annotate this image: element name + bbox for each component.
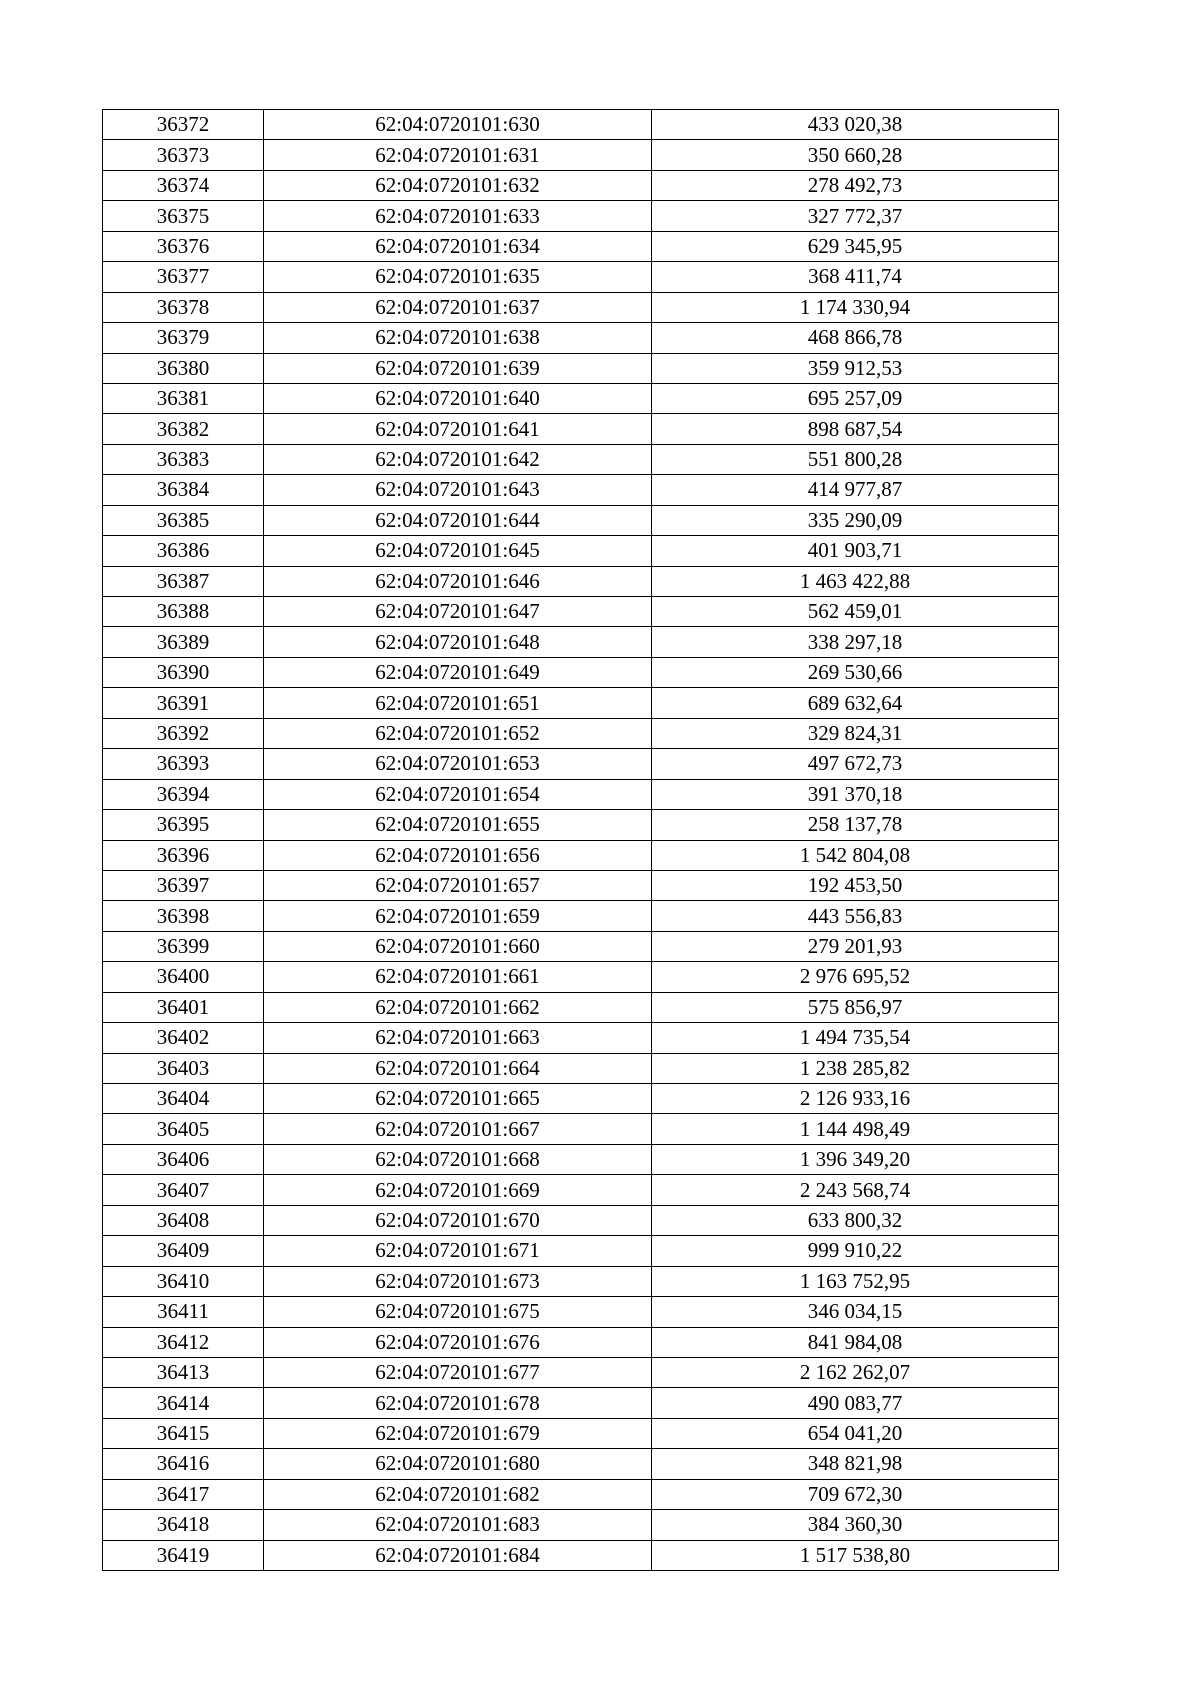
- row-number-cell: 36397: [103, 870, 264, 900]
- cadastral-number-cell: 62:04:0720101:645: [264, 536, 652, 566]
- table-row: [103, 170, 1059, 200]
- cadastral-value-cell: 2 162 262,07: [652, 1357, 1059, 1387]
- cadastral-number-cell: 62:04:0720101:638: [264, 323, 652, 353]
- row-number-cell: 36418: [103, 1510, 264, 1540]
- cadastral-value-cell: 433 020,38: [652, 110, 1059, 140]
- table-row: [103, 505, 1059, 535]
- cadastral-value-cell: 327 772,37: [652, 201, 1059, 231]
- cadastral-number-cell: 62:04:0720101:661: [264, 962, 652, 992]
- cadastral-number-cell: 62:04:0720101:633: [264, 201, 652, 231]
- cadastral-value-cell: 368 411,74: [652, 262, 1059, 292]
- table-row: [103, 292, 1059, 322]
- row-number-cell: 36419: [103, 1540, 264, 1570]
- row-number-cell: 36395: [103, 810, 264, 840]
- cadastral-number-cell: 62:04:0720101:683: [264, 1510, 652, 1540]
- row-number-cell: 36412: [103, 1327, 264, 1357]
- cadastral-number-cell: 62:04:0720101:637: [264, 292, 652, 322]
- row-number-cell: 36380: [103, 353, 264, 383]
- cadastral-number-cell: 62:04:0720101:641: [264, 414, 652, 444]
- cadastral-number-cell: 62:04:0720101:646: [264, 566, 652, 596]
- row-number-cell: 36374: [103, 170, 264, 200]
- cadastral-number-cell: 62:04:0720101:656: [264, 840, 652, 870]
- table-row: [103, 840, 1059, 870]
- row-number-cell: 36393: [103, 749, 264, 779]
- cadastral-value-cell: 359 912,53: [652, 353, 1059, 383]
- row-number-cell: 36396: [103, 840, 264, 870]
- row-number-cell: 36394: [103, 779, 264, 809]
- cadastral-value-cell: 1 163 752,95: [652, 1266, 1059, 1296]
- row-number-cell: 36410: [103, 1266, 264, 1296]
- cadastral-value-cell: 350 660,28: [652, 140, 1059, 170]
- cadastral-number-cell: 62:04:0720101:631: [264, 140, 652, 170]
- cadastral-value-cell: 562 459,01: [652, 597, 1059, 627]
- table-row: [103, 1327, 1059, 1357]
- table-row: [103, 1053, 1059, 1083]
- cadastral-value-cell: 1 517 538,80: [652, 1540, 1059, 1570]
- cadastral-value-cell: 999 910,22: [652, 1236, 1059, 1266]
- cadastral-value-cell: 1 542 804,08: [652, 840, 1059, 870]
- cadastral-value-cell: 629 345,95: [652, 231, 1059, 261]
- table-row: [103, 657, 1059, 687]
- row-number-cell: 36389: [103, 627, 264, 657]
- cadastral-number-cell: 62:04:0720101:653: [264, 749, 652, 779]
- cadastral-number-cell: 62:04:0720101:680: [264, 1449, 652, 1479]
- row-number-cell: 36414: [103, 1388, 264, 1418]
- cadastral-number-cell: 62:04:0720101:657: [264, 870, 652, 900]
- cadastral-number-cell: 62:04:0720101:651: [264, 688, 652, 718]
- cadastral-value-cell: 329 824,31: [652, 718, 1059, 748]
- cadastral-number-cell: 62:04:0720101:675: [264, 1297, 652, 1327]
- cadastral-number-cell: 62:04:0720101:665: [264, 1084, 652, 1114]
- table-row: [103, 1205, 1059, 1235]
- cadastral-value-cell: 709 672,30: [652, 1479, 1059, 1509]
- cadastral-number-cell: 62:04:0720101:671: [264, 1236, 652, 1266]
- row-number-cell: 36398: [103, 901, 264, 931]
- table-row: [103, 779, 1059, 809]
- table-row: [103, 597, 1059, 627]
- cadastral-value-cell: 414 977,87: [652, 475, 1059, 505]
- row-number-cell: 36392: [103, 718, 264, 748]
- cadastral-value-cell: 279 201,93: [652, 931, 1059, 961]
- row-number-cell: 36415: [103, 1418, 264, 1448]
- table-body: [103, 110, 1059, 1571]
- cadastral-number-cell: 62:04:0720101:634: [264, 231, 652, 261]
- cadastral-number-cell: 62:04:0720101:673: [264, 1266, 652, 1296]
- cadastral-number-cell: 62:04:0720101:648: [264, 627, 652, 657]
- table-row: [103, 1297, 1059, 1327]
- table-row: [103, 901, 1059, 931]
- cadastral-value-cell: 278 492,73: [652, 170, 1059, 200]
- table-row: [103, 1236, 1059, 1266]
- cadastral-number-cell: 62:04:0720101:652: [264, 718, 652, 748]
- table-row: [103, 688, 1059, 718]
- row-number-cell: 36399: [103, 931, 264, 961]
- cadastral-value-cell: 335 290,09: [652, 505, 1059, 535]
- row-number-cell: 36416: [103, 1449, 264, 1479]
- row-number-cell: 36379: [103, 323, 264, 353]
- row-number-cell: 36407: [103, 1175, 264, 1205]
- table-row: [103, 962, 1059, 992]
- table-row: [103, 810, 1059, 840]
- table-row: [103, 1510, 1059, 1540]
- cadastral-number-cell: 62:04:0720101:677: [264, 1357, 652, 1387]
- cadastral-number-cell: 62:04:0720101:630: [264, 110, 652, 140]
- cadastral-value-cell: 497 672,73: [652, 749, 1059, 779]
- cadastral-value-cell: 192 453,50: [652, 870, 1059, 900]
- cadastral-value-cell: 1 174 330,94: [652, 292, 1059, 322]
- cadastral-value-cell: 384 360,30: [652, 1510, 1059, 1540]
- table-row: [103, 1540, 1059, 1570]
- table-row: [103, 262, 1059, 292]
- cadastral-value-cell: 1 238 285,82: [652, 1053, 1059, 1083]
- row-number-cell: 36376: [103, 231, 264, 261]
- row-number-cell: 36391: [103, 688, 264, 718]
- row-number-cell: 36373: [103, 140, 264, 170]
- table-row: [103, 718, 1059, 748]
- cadastral-value-cell: 551 800,28: [652, 444, 1059, 474]
- row-number-cell: 36377: [103, 262, 264, 292]
- cadastral-value-cell: 391 370,18: [652, 779, 1059, 809]
- row-number-cell: 36400: [103, 962, 264, 992]
- table-row: [103, 353, 1059, 383]
- cadastral-number-cell: 62:04:0720101:639: [264, 353, 652, 383]
- table-row: [103, 383, 1059, 413]
- row-number-cell: 36385: [103, 505, 264, 535]
- table-row: [103, 536, 1059, 566]
- cadastral-value-cell: 2 976 695,52: [652, 962, 1059, 992]
- cadastral-value-cell: 490 083,77: [652, 1388, 1059, 1418]
- cadastral-value-table: [102, 109, 1059, 1571]
- cadastral-value-cell: 841 984,08: [652, 1327, 1059, 1357]
- cadastral-number-cell: 62:04:0720101:669: [264, 1175, 652, 1205]
- table-row: [103, 323, 1059, 353]
- table-row: [103, 1418, 1059, 1448]
- row-number-cell: 36417: [103, 1479, 264, 1509]
- row-number-cell: 36386: [103, 536, 264, 566]
- cadastral-number-cell: 62:04:0720101:649: [264, 657, 652, 687]
- cadastral-number-cell: 62:04:0720101:654: [264, 779, 652, 809]
- table-row: [103, 475, 1059, 505]
- row-number-cell: 36378: [103, 292, 264, 322]
- cadastral-value-cell: 654 041,20: [652, 1418, 1059, 1448]
- cadastral-number-cell: 62:04:0720101:682: [264, 1479, 652, 1509]
- row-number-cell: 36413: [103, 1357, 264, 1387]
- cadastral-value-cell: 2 126 933,16: [652, 1084, 1059, 1114]
- cadastral-number-cell: 62:04:0720101:684: [264, 1540, 652, 1570]
- table-row: [103, 1175, 1059, 1205]
- cadastral-number-cell: 62:04:0720101:662: [264, 992, 652, 1022]
- table-row: [103, 627, 1059, 657]
- table-row: [103, 1479, 1059, 1509]
- row-number-cell: 36411: [103, 1297, 264, 1327]
- row-number-cell: 36390: [103, 657, 264, 687]
- cadastral-value-cell: 633 800,32: [652, 1205, 1059, 1235]
- table-row: [103, 1114, 1059, 1144]
- table-row: [103, 749, 1059, 779]
- table-row: [103, 1144, 1059, 1174]
- cadastral-number-cell: 62:04:0720101:644: [264, 505, 652, 535]
- table-row: [103, 140, 1059, 170]
- cadastral-value-cell: 898 687,54: [652, 414, 1059, 444]
- cadastral-number-cell: 62:04:0720101:655: [264, 810, 652, 840]
- row-number-cell: 36383: [103, 444, 264, 474]
- table-row: [103, 870, 1059, 900]
- cadastral-number-cell: 62:04:0720101:642: [264, 444, 652, 474]
- cadastral-value-cell: 695 257,09: [652, 383, 1059, 413]
- cadastral-number-cell: 62:04:0720101:668: [264, 1144, 652, 1174]
- table-row: [103, 992, 1059, 1022]
- table-row: [103, 566, 1059, 596]
- cadastral-number-cell: 62:04:0720101:632: [264, 170, 652, 200]
- row-number-cell: 36404: [103, 1084, 264, 1114]
- cadastral-number-cell: 62:04:0720101:660: [264, 931, 652, 961]
- cadastral-number-cell: 62:04:0720101:676: [264, 1327, 652, 1357]
- cadastral-value-cell: 443 556,83: [652, 901, 1059, 931]
- cadastral-value-cell: 1 396 349,20: [652, 1144, 1059, 1174]
- row-number-cell: 36406: [103, 1144, 264, 1174]
- row-number-cell: 36387: [103, 566, 264, 596]
- cadastral-value-cell: 1 463 422,88: [652, 566, 1059, 596]
- table-row: [103, 1084, 1059, 1114]
- cadastral-value-cell: 258 137,78: [652, 810, 1059, 840]
- cadastral-number-cell: 62:04:0720101:647: [264, 597, 652, 627]
- table-row: [103, 1266, 1059, 1296]
- row-number-cell: 36384: [103, 475, 264, 505]
- table-row: [103, 231, 1059, 261]
- row-number-cell: 36405: [103, 1114, 264, 1144]
- table-row: [103, 110, 1059, 140]
- table-row: [103, 1449, 1059, 1479]
- cadastral-number-cell: 62:04:0720101:659: [264, 901, 652, 931]
- row-number-cell: 36388: [103, 597, 264, 627]
- table-row: [103, 1357, 1059, 1387]
- cadastral-number-cell: 62:04:0720101:678: [264, 1388, 652, 1418]
- cadastral-number-cell: 62:04:0720101:643: [264, 475, 652, 505]
- cadastral-number-cell: 62:04:0720101:667: [264, 1114, 652, 1144]
- cadastral-value-cell: 401 903,71: [652, 536, 1059, 566]
- row-number-cell: 36382: [103, 414, 264, 444]
- table-row: [103, 444, 1059, 474]
- cadastral-number-cell: 62:04:0720101:670: [264, 1205, 652, 1235]
- row-number-cell: 36408: [103, 1205, 264, 1235]
- cadastral-number-cell: 62:04:0720101:635: [264, 262, 652, 292]
- cadastral-value-cell: 575 856,97: [652, 992, 1059, 1022]
- table-row: [103, 414, 1059, 444]
- cadastral-value-cell: 2 243 568,74: [652, 1175, 1059, 1205]
- table-row: [103, 1388, 1059, 1418]
- cadastral-value-cell: 348 821,98: [652, 1449, 1059, 1479]
- table-row: [103, 201, 1059, 231]
- row-number-cell: 36375: [103, 201, 264, 231]
- cadastral-number-cell: 62:04:0720101:664: [264, 1053, 652, 1083]
- cadastral-value-cell: 269 530,66: [652, 657, 1059, 687]
- cadastral-value-cell: 338 297,18: [652, 627, 1059, 657]
- cadastral-number-cell: 62:04:0720101:640: [264, 383, 652, 413]
- cadastral-value-cell: 468 866,78: [652, 323, 1059, 353]
- table-row: [103, 931, 1059, 961]
- row-number-cell: 36381: [103, 383, 264, 413]
- cadastral-number-cell: 62:04:0720101:679: [264, 1418, 652, 1448]
- row-number-cell: 36409: [103, 1236, 264, 1266]
- row-number-cell: 36402: [103, 1023, 264, 1053]
- table-row: [103, 1023, 1059, 1053]
- cadastral-number-cell: 62:04:0720101:663: [264, 1023, 652, 1053]
- cadastral-value-cell: 1 494 735,54: [652, 1023, 1059, 1053]
- cadastral-value-cell: 1 144 498,49: [652, 1114, 1059, 1144]
- cadastral-value-cell: 689 632,64: [652, 688, 1059, 718]
- cadastral-value-cell: 346 034,15: [652, 1297, 1059, 1327]
- row-number-cell: 36372: [103, 110, 264, 140]
- row-number-cell: 36403: [103, 1053, 264, 1083]
- row-number-cell: 36401: [103, 992, 264, 1022]
